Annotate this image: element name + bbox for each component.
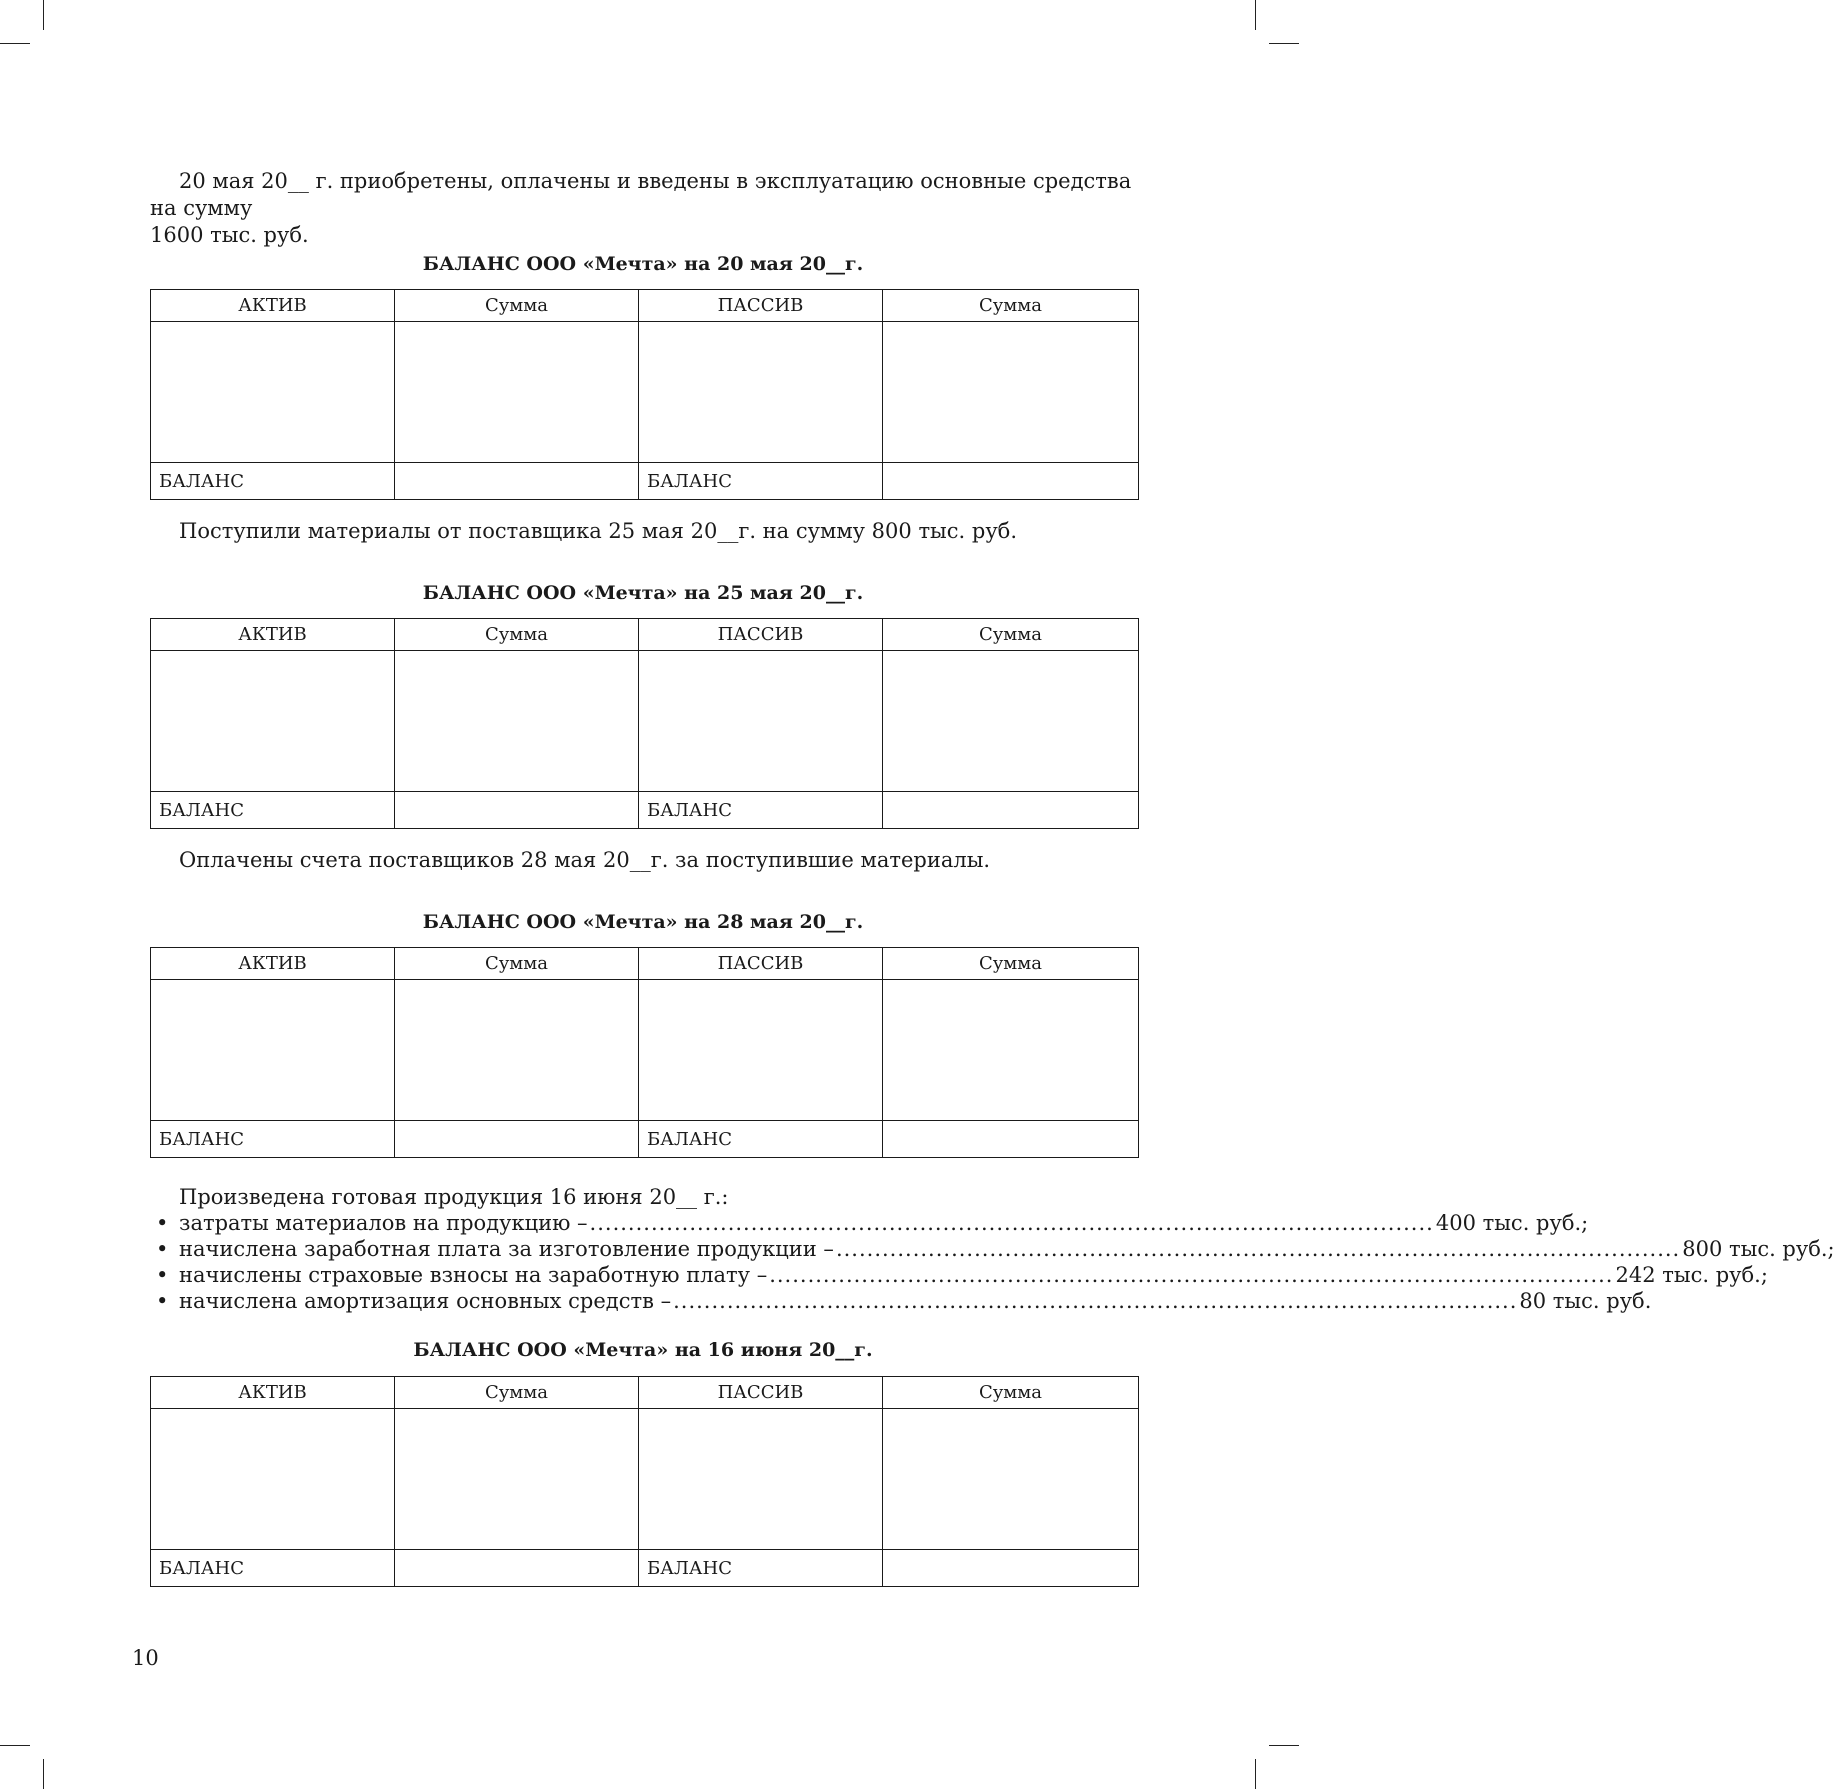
list-item <box>150 1288 1652 1314</box>
balance-label-active: БАЛАНС <box>151 1550 395 1587</box>
active-entries-cell[interactable] <box>151 1409 395 1550</box>
crop-mark <box>1255 0 1256 30</box>
passive-sum-cell[interactable] <box>883 980 1139 1121</box>
header-sum: Сумма <box>395 290 639 322</box>
leader-dots: .............................................................................................................. <box>835 1237 1681 1261</box>
paragraph: Произведена готовая продукция 16 июня 20__ г.: <box>179 1185 729 1209</box>
header-sum: Сумма <box>395 1377 639 1409</box>
balance-label-passive: БАЛАНС <box>639 792 883 829</box>
balance-label-passive: БАЛАНС <box>639 1121 883 1158</box>
list-item-text: затраты материалов на продукцию – <box>179 1211 588 1235</box>
balance-label-active: БАЛАНС <box>151 792 395 829</box>
balance-total-passive[interactable] <box>883 792 1139 829</box>
balance-total-active[interactable] <box>395 1121 639 1158</box>
balance-total-active[interactable] <box>395 463 639 500</box>
passive-entries-cell[interactable] <box>639 651 883 792</box>
crop-mark <box>1269 1745 1299 1746</box>
crop-mark <box>43 0 44 30</box>
balance-label-active: БАЛАНС <box>151 463 395 500</box>
passive-sum-cell[interactable] <box>883 322 1139 463</box>
intro-paragraph <box>150 168 1140 249</box>
balance-total-passive[interactable] <box>883 463 1139 500</box>
crop-mark <box>1255 1759 1256 1789</box>
passive-entries-cell[interactable] <box>639 322 883 463</box>
crop-mark <box>0 43 30 44</box>
active-sum-cell[interactable] <box>395 1409 639 1550</box>
balance-total-active[interactable] <box>395 792 639 829</box>
list-item-value: 400 тыс. руб.; <box>1435 1211 1589 1235</box>
balance-total-active[interactable] <box>395 1550 639 1587</box>
intro-line-2: 1600 тыс. руб. <box>150 223 309 247</box>
active-sum-cell[interactable] <box>395 651 639 792</box>
header-active: АКТИВ <box>151 948 395 980</box>
header-active: АКТИВ <box>151 290 395 322</box>
list-item-value: 80 тыс. руб. <box>1519 1289 1652 1313</box>
paragraph: Поступили материалы от поставщика 25 мая 20__г. на сумму 800 тыс. руб. <box>179 519 1018 543</box>
header-passive: ПАССИВ <box>639 290 883 322</box>
balance-table <box>150 1376 1139 1587</box>
crop-mark <box>43 1759 44 1789</box>
active-sum-cell[interactable] <box>395 322 639 463</box>
passive-sum-cell[interactable] <box>883 1409 1139 1550</box>
header-passive: ПАССИВ <box>639 948 883 980</box>
list-item-text: начислена амортизация основных средств – <box>179 1289 672 1313</box>
balance-title: БАЛАНС ООО «Мечта» на 25 мая 20__г. <box>422 582 864 604</box>
leader-dots: .............................................................................................................. <box>589 1211 1434 1235</box>
balance-label-passive: БАЛАНС <box>639 1550 883 1587</box>
list-item <box>150 1236 1835 1262</box>
balance-title: БАЛАНС ООО «Мечта» на 16 июня 20__г. <box>413 1339 873 1361</box>
active-entries-cell[interactable] <box>151 322 395 463</box>
header-active: АКТИВ <box>151 619 395 651</box>
header-sum: Сумма <box>883 1377 1139 1409</box>
passive-sum-cell[interactable] <box>883 651 1139 792</box>
bullet-icon: • <box>156 1289 169 1313</box>
list-item-value: 242 тыс. руб.; <box>1615 1263 1768 1287</box>
header-sum: Сумма <box>883 619 1139 651</box>
cost-list <box>150 1210 1835 1314</box>
balance-title: БАЛАНС ООО «Мечта» на 28 мая 20__г. <box>422 911 864 933</box>
active-sum-cell[interactable] <box>395 980 639 1121</box>
balance-table <box>150 618 1139 829</box>
header-sum: Сумма <box>395 948 639 980</box>
crop-mark <box>0 1745 30 1746</box>
balance-label-passive: БАЛАНС <box>639 463 883 500</box>
header-sum: Сумма <box>883 290 1139 322</box>
passive-entries-cell[interactable] <box>639 1409 883 1550</box>
page-number: 10 <box>132 1646 159 1670</box>
list-item <box>150 1210 1589 1236</box>
balance-label-active: БАЛАНС <box>151 1121 395 1158</box>
balance-table <box>150 947 1139 1158</box>
balance-total-passive[interactable] <box>883 1121 1139 1158</box>
header-sum: Сумма <box>395 619 639 651</box>
passive-entries-cell[interactable] <box>639 980 883 1121</box>
active-entries-cell[interactable] <box>151 651 395 792</box>
balance-table <box>150 289 1139 500</box>
leader-dots: .............................................................................................................. <box>673 1289 1518 1313</box>
header-passive: ПАССИВ <box>639 619 883 651</box>
list-item-text: начислена заработная плата за изготовление продукции – <box>179 1237 834 1261</box>
bullet-icon: • <box>156 1211 169 1235</box>
list-item-text: начислены страховые взносы на заработную плату – <box>179 1263 768 1287</box>
crop-mark <box>1269 43 1299 44</box>
active-entries-cell[interactable] <box>151 980 395 1121</box>
header-passive: ПАССИВ <box>639 1377 883 1409</box>
balance-total-passive[interactable] <box>883 1550 1139 1587</box>
list-item <box>150 1262 1768 1288</box>
header-active: АКТИВ <box>151 1377 395 1409</box>
paragraph: Оплачены счета поставщиков 28 мая 20__г. за поступившие материалы. <box>179 848 991 872</box>
balance-title: БАЛАНС ООО «Мечта» на 20 мая 20__г. <box>422 253 864 275</box>
intro-line-1: 20 мая 20__ г. приобретены, оплачены и введены в эксплуатацию основные средства на сумму <box>150 169 1132 220</box>
header-sum: Сумма <box>883 948 1139 980</box>
leader-dots: .............................................................................................................. <box>769 1263 1614 1287</box>
bullet-icon: • <box>156 1263 169 1287</box>
list-item-value: 800 тыс. руб.; <box>1682 1237 1835 1261</box>
bullet-icon: • <box>156 1237 169 1261</box>
